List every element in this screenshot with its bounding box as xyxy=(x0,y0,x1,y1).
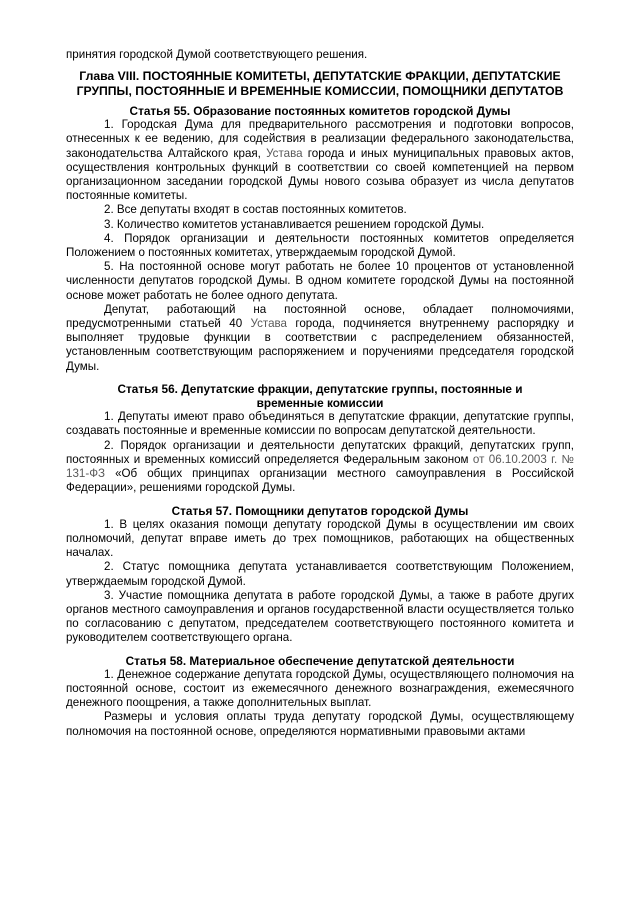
article-55-paragraph-1 xyxy=(66,118,574,203)
lead-line: принятия городской Думой соответствующего решения. xyxy=(66,48,368,61)
charter-reference: Устава xyxy=(266,146,303,160)
paragraph-text: города, подчиняется внутреннему распорядку и выполняет трудовые функции в соответствии с распределением обязанностей, установленным соответствующим распоряжением и поручениями председателя городской Думы. xyxy=(66,317,575,373)
article-55-paragraph-4: 4. Порядок организации и деятельности постоянных комитетов определяется Положением о постоянных комитетах, утверждаемым городской Думой. xyxy=(66,231,574,260)
article-55-paragraph-3: 3. Количество комитетов устанавливается решением городской Думы. xyxy=(104,217,485,231)
article-57-paragraph-1: 1. В целях оказания помощи депутату городской Думы в осуществлении им своих полномочий, депутат вправе иметь до трех помощников, работающих на общественных началах. xyxy=(66,517,574,560)
article-58-paragraph-2: Размеры и условия оплаты труда депутату городской Думы, осуществляющему полномочия на постоянной основе, определяются нормативными правовыми актами xyxy=(66,710,574,738)
charter-reference: Устава xyxy=(250,317,288,331)
paragraph-text: города и иных муниципальных правовых актов, осуществления контрольных функций в соответствии со своей компетенцией на первом организационном заседании городской Думы нового созыва образует из числа депутатов постоянные комитеты. xyxy=(66,146,574,203)
article-55 xyxy=(66,104,574,374)
article-58 xyxy=(66,654,574,739)
article-57-paragraph-2: 2. Статус помощника депутата устанавливается соответствующим Положением, утверждаемым городской Думой. xyxy=(66,560,574,588)
chapter-title: Глава VIII. ПОСТОЯННЫЕ КОМИТЕТЫ, ДЕПУТАТСКИЕ ФРАКЦИИ, ДЕПУТАТСКИЕ ГРУППЫ, ПОСТОЯННЫЕ И ВРЕМЕННЫЕ КОМИССИИ, ПОМОЩНИКИ ДЕПУТАТОВ xyxy=(76,69,564,98)
paragraph-text: 1. Городская Дума для предварительного рассмотрения и подготовки вопросов, отнесенных к ее ведению, для содействия в реализации федерального законодательства, законодательства Алтайского края, xyxy=(66,118,574,160)
paragraph-text: Депутат, работающий на постоянной основе, обладает полномочиями, предусмотренными статьей 40 xyxy=(66,302,574,331)
article-57-paragraph-3: 3. Участие помощника депутата в работе городской Думы, а также в работе других органов местного самоуправления и органов государственной власти осуществляется только по согласованию с депутатом, председателем соответствующего постоянного комитета и руководителем соответствующего органа. xyxy=(66,588,574,645)
law-reference: от 06.10.2003 г. № 131-ФЗ xyxy=(66,452,574,481)
paragraph-text: 2. Порядок организации и деятельности депутатских фракций, депутатских групп, постоянных и временных комиссий определяется Федеральным законом xyxy=(66,438,574,466)
article-56-title: Статья 56. Депутатские фракции, депутатские группы, постоянные и временные комиссии xyxy=(117,381,523,411)
article-58-title: Статья 58. Материальное обеспечение депутатской деятельности xyxy=(125,653,515,668)
article-55-title: Статья 55. Образование постоянных комитетов городской Думы xyxy=(129,104,511,119)
paragraph-text: «Об общих принципах организации местного самоуправления в Российской Федерации», решениями городской Думы. xyxy=(66,467,574,495)
article-55-paragraph-5: 5. На постоянной основе могут работать не более 10 процентов от установленной численности депутатов городской Думы. В одном комитете городской Думы на постоянной основе может работать не более одного депутата. xyxy=(66,260,574,302)
article-57-title: Статья 57. Помощники депутатов городской Думы xyxy=(171,503,469,518)
article-57 xyxy=(66,504,574,646)
article-56 xyxy=(66,382,574,496)
article-56-paragraph-2 xyxy=(66,439,574,496)
article-58-paragraph-1: 1. Денежное содержание депутата городской Думы, осуществляющего полномочия на постоянной основе, состоит из ежемесячного денежного вознаграждения, ежемесячного денежного поощрения, а также дополнительных выплат. xyxy=(66,667,574,710)
article-56-paragraph-1: 1. Депутаты имеют право объединяться в депутатские фракции, депутатские группы, создавать постоянные и временные комиссии по вопросам депутатской деятельности. xyxy=(66,410,574,438)
article-55-paragraph-2: 2. Все депутаты входят в состав постоянных комитетов. xyxy=(104,203,407,217)
article-55-paragraph-6 xyxy=(66,303,574,374)
